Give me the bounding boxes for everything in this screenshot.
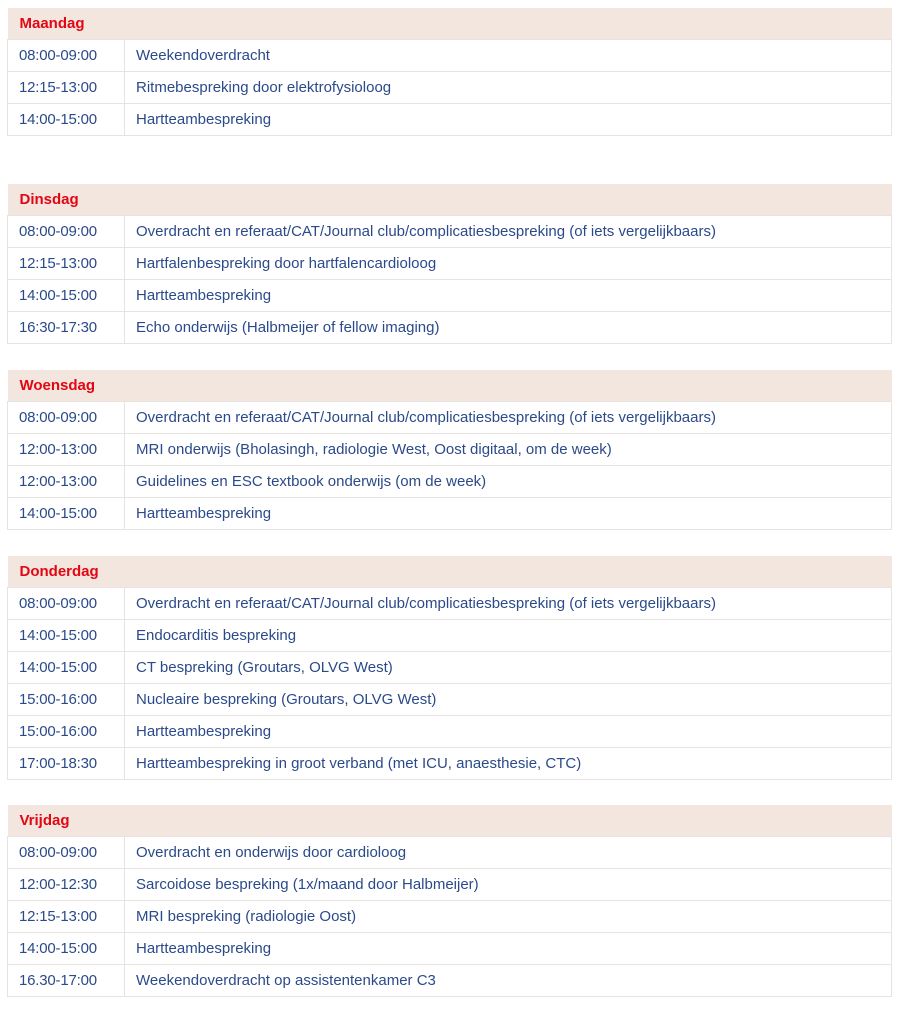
description-cell: Overdracht en referaat/CAT/Journal club/complicatiesbespreking (of iets vergelijkbaars) [125, 402, 892, 434]
schedule-table-donderdag [7, 556, 892, 780]
table-row [8, 901, 892, 933]
table-row [8, 40, 892, 72]
time-cell: 12:15-13:00 [8, 901, 125, 933]
time-cell: 12:00-13:00 [8, 434, 125, 466]
table-row [8, 588, 892, 620]
time-cell: 16:30-17:30 [8, 312, 125, 344]
table-row [8, 684, 892, 716]
day-header [8, 184, 892, 216]
description-cell: Weekendoverdracht [125, 40, 892, 72]
description-cell: Overdracht en referaat/CAT/Journal club/complicatiesbespreking (of iets vergelijkbaars) [125, 216, 892, 248]
description-cell: Weekendoverdracht op assistentenkamer C3 [125, 965, 892, 997]
day-header [8, 370, 892, 402]
day-header [8, 8, 892, 40]
time-cell: 08:00-09:00 [8, 402, 125, 434]
description-cell: Hartteambespreking [125, 933, 892, 965]
description-cell: Hartteambespreking [125, 498, 892, 530]
time-cell: 08:00-09:00 [8, 216, 125, 248]
table-row [8, 312, 892, 344]
day-header [8, 556, 892, 588]
table-row [8, 748, 892, 780]
schedule-table-maandag [7, 8, 892, 136]
table-row [8, 402, 892, 434]
day-title: Vrijdag [8, 805, 892, 837]
description-cell: Overdracht en onderwijs door cardioloog [125, 837, 892, 869]
time-cell: 08:00-09:00 [8, 837, 125, 869]
table-row [8, 216, 892, 248]
time-cell: 14:00-15:00 [8, 933, 125, 965]
table-row [8, 716, 892, 748]
table-row [8, 72, 892, 104]
description-cell: Hartteambespreking [125, 716, 892, 748]
day-title: Woensdag [8, 370, 892, 402]
description-cell: Echo onderwijs (Halbmeijer of fellow imaging) [125, 312, 892, 344]
time-cell: 14:00-15:00 [8, 104, 125, 136]
day-header [8, 805, 892, 837]
description-cell: MRI bespreking (radiologie Oost) [125, 901, 892, 933]
description-cell: Hartteambespreking in groot verband (met ICU, anaesthesie, CTC) [125, 748, 892, 780]
table-row [8, 248, 892, 280]
time-cell: 15:00-16:00 [8, 716, 125, 748]
time-cell: 14:00-15:00 [8, 652, 125, 684]
description-cell: Overdracht en referaat/CAT/Journal club/complicatiesbespreking (of iets vergelijkbaars) [125, 588, 892, 620]
table-row [8, 869, 892, 901]
time-cell: 12:15-13:00 [8, 248, 125, 280]
day-title: Dinsdag [8, 184, 892, 216]
description-cell: Sarcoidose bespreking (1x/maand door Halbmeijer) [125, 869, 892, 901]
day-title: Donderdag [8, 556, 892, 588]
time-cell: 14:00-15:00 [8, 498, 125, 530]
table-row [8, 620, 892, 652]
time-cell: 08:00-09:00 [8, 40, 125, 72]
description-cell: Ritmebespreking door elektrofysioloog [125, 72, 892, 104]
time-cell: 12:00-12:30 [8, 869, 125, 901]
table-row [8, 280, 892, 312]
table-row [8, 965, 892, 997]
table-row [8, 104, 892, 136]
description-cell: Guidelines en ESC textbook onderwijs (om de week) [125, 466, 892, 498]
time-cell: 12:00-13:00 [8, 466, 125, 498]
time-cell: 12:15-13:00 [8, 72, 125, 104]
day-title: Maandag [8, 8, 892, 40]
table-row [8, 434, 892, 466]
description-cell: Hartteambespreking [125, 280, 892, 312]
time-cell: 14:00-15:00 [8, 620, 125, 652]
description-cell: Endocarditis bespreking [125, 620, 892, 652]
description-cell: MRI onderwijs (Bholasingh, radiologie West, Oost digitaal, om de week) [125, 434, 892, 466]
time-cell: 17:00-18:30 [8, 748, 125, 780]
table-row [8, 933, 892, 965]
schedule-table-vrijdag [7, 805, 892, 997]
time-cell: 16.30-17:00 [8, 965, 125, 997]
description-cell: Hartfalenbespreking door hartfalencardioloog [125, 248, 892, 280]
table-row [8, 837, 892, 869]
schedule-table-dinsdag [7, 184, 892, 344]
description-cell: Nucleaire bespreking (Groutars, OLVG West) [125, 684, 892, 716]
description-cell: CT bespreking (Groutars, OLVG West) [125, 652, 892, 684]
table-row [8, 652, 892, 684]
table-row [8, 498, 892, 530]
table-row [8, 466, 892, 498]
time-cell: 15:00-16:00 [8, 684, 125, 716]
time-cell: 14:00-15:00 [8, 280, 125, 312]
schedule-table-woensdag [7, 370, 892, 530]
time-cell: 08:00-09:00 [8, 588, 125, 620]
description-cell: Hartteambespreking [125, 104, 892, 136]
